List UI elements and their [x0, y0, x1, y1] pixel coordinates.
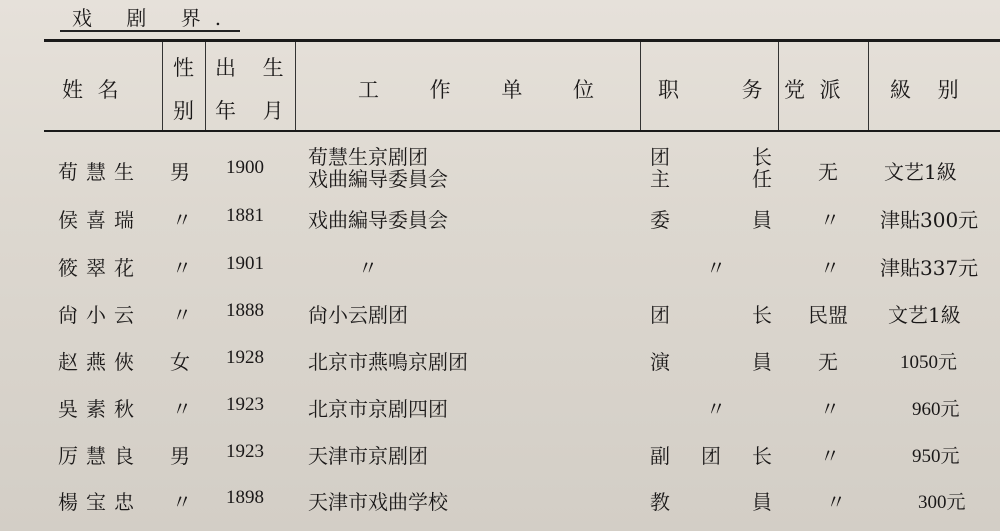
duty: 团 长 [650, 303, 772, 327]
work-unit: 尙小云剧团 [308, 303, 408, 327]
party: 〃 [826, 490, 846, 514]
grade: 文艺1級 [884, 160, 957, 184]
work-unit: 北京市燕鳴京剧团 [308, 350, 468, 374]
grade: 300元 [918, 492, 966, 513]
party: 民盟 [808, 303, 848, 327]
person-name: 赵燕俠 [58, 350, 142, 374]
header-divider [295, 42, 296, 130]
birth-year: 1900 [226, 157, 264, 178]
header-birth-top: 出 生 [215, 56, 294, 80]
table-row [0, 248, 1000, 294]
party: 〃 [820, 208, 840, 232]
work-unit: 北京市京剧四团 [308, 397, 448, 421]
table-row [0, 436, 1000, 482]
grade: 津貼337元 [880, 256, 979, 280]
grade: 津貼300元 [880, 208, 979, 232]
work-unit: 天津市戏曲学校 [308, 490, 448, 514]
work-unit: 〃 [358, 256, 378, 280]
duty: 〃 [706, 256, 726, 280]
work-unit: 戏曲編导委員会 [308, 208, 448, 232]
header-name: 姓 名 [62, 78, 123, 102]
person-sex: 〃 [172, 256, 192, 280]
section-title: 戏 剧 界. [72, 6, 236, 30]
party: 〃 [820, 256, 840, 280]
work-unit: 天津市京剧团 [308, 444, 428, 468]
table-row [0, 342, 1000, 388]
grade: 950元 [912, 446, 960, 467]
person-name: 楊宝忠 [58, 490, 142, 514]
duty: 委 員 [650, 208, 772, 232]
header-divider [162, 42, 163, 130]
table-row [0, 389, 1000, 435]
header-party: 党 派 [784, 78, 845, 102]
party: 无 [818, 160, 838, 184]
birth-year: 1923 [226, 394, 264, 415]
duty: 教 員 [650, 490, 772, 514]
work-unit-line: 荀慧生京剧团 [308, 145, 428, 169]
birth-year: 1901 [226, 253, 264, 274]
person-sex: 〃 [172, 303, 192, 327]
birth-year: 1923 [226, 441, 264, 462]
person-sex: 〃 [172, 208, 192, 232]
person-name: 荀慧生 [58, 160, 142, 184]
duty-line: 团 长 [650, 145, 772, 169]
duty: 演 員 [650, 350, 772, 374]
header-birth-bottom: 年 月 [215, 99, 294, 123]
table-row [0, 482, 1000, 528]
party: 无 [818, 350, 838, 374]
person-sex: 女 [170, 350, 190, 374]
person-name: 厉慧良 [58, 444, 142, 468]
header-bottom-rule [44, 130, 1000, 132]
header-sex-bottom: 别 [173, 99, 194, 123]
work-unit-line: 戏曲編导委員会 [308, 167, 448, 191]
grade: 1050元 [900, 352, 958, 373]
header-divider [205, 42, 206, 130]
person-name: 尙小云 [58, 303, 142, 327]
person-name: 侯喜瑞 [58, 208, 142, 232]
header-divider [868, 42, 869, 130]
title-underline [60, 30, 240, 32]
birth-year: 1898 [226, 487, 264, 508]
party: 〃 [820, 397, 840, 421]
person-sex: 〃 [172, 397, 192, 421]
birth-year: 1881 [226, 205, 264, 226]
header-work-unit: 工 作 单 位 [358, 78, 617, 102]
grade: 960元 [912, 399, 960, 420]
table-row [0, 146, 1000, 192]
person-name: 吳素秋 [58, 397, 142, 421]
party: 〃 [820, 444, 840, 468]
duty: 副 团 长 [650, 444, 772, 468]
table-row [0, 200, 1000, 246]
duty: 〃 [706, 397, 726, 421]
header-duty: 职 务 [658, 78, 791, 102]
grade: 文艺1級 [888, 303, 961, 327]
person-sex: 男 [170, 160, 190, 184]
table-row [0, 295, 1000, 341]
header-divider [640, 42, 641, 130]
birth-year: 1928 [226, 347, 264, 368]
person-sex: 男 [170, 444, 190, 468]
person-name: 筱翠花 [58, 256, 142, 280]
duty-line: 主 任 [650, 167, 772, 191]
birth-year: 1888 [226, 300, 264, 321]
person-sex: 〃 [172, 490, 192, 514]
table-top-rule [44, 39, 1000, 42]
header-sex-top: 性 [173, 56, 194, 80]
header-grade: 級 别 [890, 78, 969, 102]
